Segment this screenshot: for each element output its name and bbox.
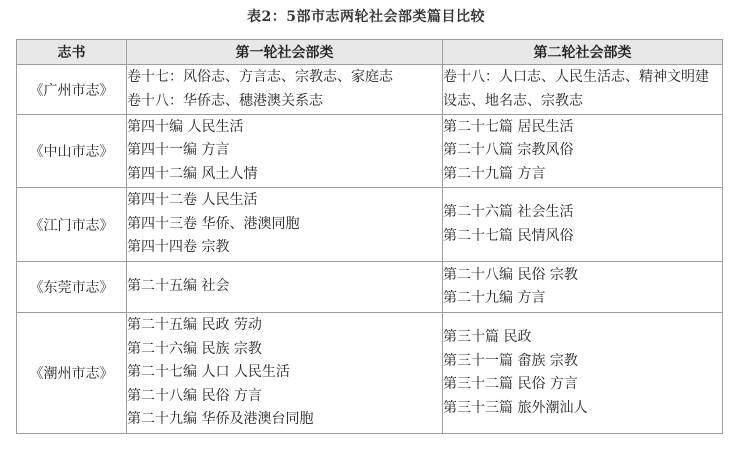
list-item: 第四十编 人民生活 (127, 118, 244, 135)
first-round-cell (127, 188, 443, 262)
list-item: 第四十三卷 华侨、港澳同胞 (127, 215, 300, 232)
header-gazetteer: 志书 (17, 40, 127, 65)
first-round-cell (127, 262, 443, 313)
comparison-table (16, 39, 723, 434)
first-round-cell (127, 115, 443, 188)
gazetteer-name: 《中山市志》 (17, 115, 127, 188)
list-item: 卷十七：风俗志、方言志、宗教志、家庭志 (127, 69, 393, 85)
gazetteer-name: 《江门市志》 (17, 188, 127, 262)
list-item: 第二十八编 民俗 宗教 (443, 266, 578, 283)
list-item: 第四十一编 方言 (127, 142, 230, 159)
first-round-cell (127, 65, 443, 115)
second-round-cell (443, 262, 723, 313)
table-caption: 表2：5部市志两轮社会部类篇目比较 (247, 9, 485, 25)
list-item: 第二十八篇 宗教风俗 (443, 142, 574, 159)
list-item: 第三十二篇 民俗 方言 (443, 376, 578, 392)
gazetteer-name: 《广州市志》 (17, 65, 127, 115)
list-item: 第二十八编 民俗 方言 (127, 387, 262, 404)
list-item: 第三十篇 民政 (443, 329, 532, 345)
list-item: 第二十九编 华侨及港澳台同胞 (127, 411, 314, 428)
second-round-cell (443, 188, 723, 262)
list-item: 第二十六编 民族 宗教 (127, 340, 262, 357)
list-item: 卷十八：华侨志、穗港澳关系志 (127, 92, 323, 109)
list-item: 第二十七篇 民情风俗 (443, 227, 574, 244)
table-row (17, 115, 723, 188)
list-item: 第三十一篇 畲族 宗教 (443, 352, 578, 369)
list-item: 第四十二卷 人民生活 (127, 192, 258, 209)
list-item: 卷十八：人口志、人民生活志、精神文明建设志、地名志、宗教志 (443, 69, 709, 109)
header-first-round: 第一轮社会部类 (127, 40, 443, 65)
list-item: 第二十九篇 方言 (443, 165, 546, 182)
second-round-cell (443, 115, 723, 188)
table-row (17, 65, 723, 115)
list-item: 第四十四卷 宗教 (127, 239, 230, 256)
list-item: 第四十二编 风土人情 (127, 165, 258, 182)
list-item: 第二十九编 方言 (443, 290, 546, 306)
second-round-cell (443, 65, 723, 115)
list-item: 第二十五编 民政 劳动 (127, 317, 262, 334)
table-row (17, 188, 723, 262)
list-item: 第二十六篇 社会生活 (443, 204, 574, 220)
list-item: 第三十三篇 旅外潮汕人 (443, 399, 588, 416)
second-round-cell (443, 313, 723, 434)
table-row (17, 313, 723, 434)
header-row (17, 40, 723, 65)
gazetteer-name: 《东莞市志》 (17, 262, 127, 313)
header-second-round: 第二轮社会部类 (443, 40, 723, 65)
first-round-cell (127, 313, 443, 434)
table-row (17, 262, 723, 313)
gazetteer-name: 《潮州市志》 (17, 313, 127, 434)
list-item: 第二十七编 人口 人民生活 (127, 364, 290, 381)
list-item: 第二十五编 社会 (127, 278, 230, 295)
list-item: 第二十七篇 居民生活 (443, 118, 574, 135)
